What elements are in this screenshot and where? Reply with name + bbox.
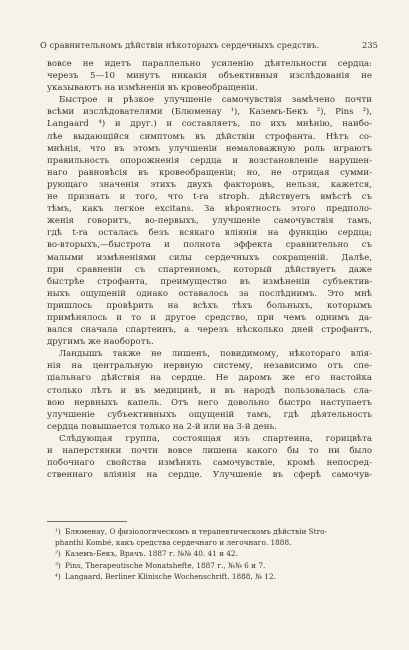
body-line: быстрѣе строфанта, преимущество въ измѣненіи субъектив- xyxy=(47,276,372,287)
footnote-line xyxy=(55,560,375,571)
body-line: и наперстянки почти вовсе лишена какого бы то ни было xyxy=(47,446,372,456)
body-line: тѣмъ, какъ легкое excitans. За вѣроятность этого предполо- xyxy=(47,204,372,215)
footnote-text: Блюменау, О физіологическомъ и терапевтическомъ дѣйствіи Stro- xyxy=(65,527,327,536)
body-line: правильность опорожненія сердца и возстановленіе нарушен- xyxy=(47,155,372,166)
footnote-line: phanthi Kombé, какъ средства сердечнаго и легочнаго. 1888. xyxy=(55,538,292,548)
body-line: наго равновѣсія въ кровеобращеніи; но, не отрицая сумми- xyxy=(47,167,372,178)
footnote-divider xyxy=(47,521,127,522)
body-line: вался сначала спартеинъ, а черезъ нѣсколько дней строфантъ, xyxy=(47,325,372,336)
footnote-marker: ³) xyxy=(55,560,61,570)
body-line: побочнаго свойства измѣнять самочувствіе, кромѣ непосред- xyxy=(47,458,372,469)
body-line: не признать и того, что t-ra stroph. дѣйствуетъ вмѣстѣ съ xyxy=(47,192,372,203)
body-line: указываютъ на измѣненія въ кровеобращеніи. xyxy=(47,83,258,94)
body-line: малыми измѣненіями силы сердечныхъ сокращеній. Далѣе, xyxy=(47,252,372,263)
body-line: гдѣ t-ra осталась безъ всякаго вліянія на функцію сердца; xyxy=(47,228,372,239)
body-line: другимъ же наоборотъ. xyxy=(47,337,154,348)
body-line: лѣе выдающійся симптомъ въ дѣйствіи строфанта. Нѣтъ со- xyxy=(47,131,372,142)
running-title: О сравнительномъ дѣйствіи нѣкоторыхъ сердечныхъ средствъ. xyxy=(40,40,320,50)
body-line: ственнаго вліянія на сердце. Улучшеніе въ сферѣ самочув- xyxy=(47,470,372,481)
body-line: пришлось провѣрить на всѣхъ тѣхъ больныхъ, которымъ xyxy=(47,300,372,311)
body-line: при сравненіи съ спартеиномъ, который дѣйствуетъ даже xyxy=(47,264,372,275)
body-line: рующаго значенія этихъ двухъ факторовъ, нельзя, кажется, xyxy=(47,179,372,190)
body-line: Слѣдующая группа, состоящая изъ спартеина, горицвѣта xyxy=(59,433,372,444)
body-line: во-вторыхъ,—быстрота и полнота эффекта сравнительно съ xyxy=(47,240,372,251)
footnote-line xyxy=(55,526,375,537)
body-line: примѣнялось и то и другое средство, при чемъ однимъ да- xyxy=(47,312,372,323)
footnote-text: Langaard, Berliner Klinische Wochenschrift. 1888, № 12. xyxy=(65,571,276,581)
body-line: сердца повышается только на 2-й или на 3-й день. xyxy=(47,421,277,432)
footnotes xyxy=(55,526,375,582)
body-line: мнѣнія, что въ этомъ улучшеніи немаловажную роль играютъ xyxy=(47,143,372,154)
body-line: нія на центральную нервную систему, независимо отъ спе- xyxy=(47,361,372,372)
body-line: Langaard ⁴) и друг.) и составляетъ, по ихъ мнѣнію, наибо- xyxy=(47,119,372,130)
body-line: черезъ 5—10 минутъ никакія объективныя изслѣдованія не xyxy=(47,71,372,82)
body-line: вою нервныхъ капель. Отъ него довольно быстро наступаетъ xyxy=(47,397,372,408)
body-line: Быстрое и рѣзкое улучшеніе самочувствія замѣчено почти xyxy=(59,95,372,106)
body-line: улучшеніе субъективныхъ ощущеній тамъ, гдѣ дѣятельность xyxy=(47,409,372,420)
footnote-marker: ⁴) xyxy=(55,571,61,581)
running-header xyxy=(40,40,378,50)
body-line: Ландышъ также не лишенъ, повидимому, нѣкотораго влія- xyxy=(59,349,372,360)
footnote-text: Каземъ-Бекъ, Врачъ. 1887 г. №№ 40. 41 и 42. xyxy=(65,549,238,559)
footnote-line xyxy=(55,548,375,559)
page-number: 235 xyxy=(362,40,378,50)
footnote-marker: ²) xyxy=(55,549,61,559)
body-line: столько лѣтъ и въ медицинѣ, и въ народѣ пользовалась сла- xyxy=(47,385,372,396)
body-line: всѣми изслѣдователями (Блюменау ¹), Каземъ-Бекъ ²), Pins ³), xyxy=(47,107,372,118)
body-line: женія говоритъ, во-первыхъ, улучшеніе самочувствія тамъ, xyxy=(47,216,372,227)
body-line: ціальнаго дѣйствія на сердце. Не даромъ же его настойка xyxy=(47,373,372,384)
footnote-line xyxy=(55,571,375,582)
body-text xyxy=(47,58,372,481)
body-line: ныхъ ощущеній однако оставалось за послѣднимъ. Это мнѣ xyxy=(47,288,372,299)
footnote-text: Pins, Therapeutische Monatshefte, 1887 г., №№ 6 и 7. xyxy=(65,560,266,570)
footnote-marker: ¹) xyxy=(55,527,61,536)
body-line: вовсе не идетъ параллельно усиленію дѣятельности сердца: xyxy=(47,59,372,69)
